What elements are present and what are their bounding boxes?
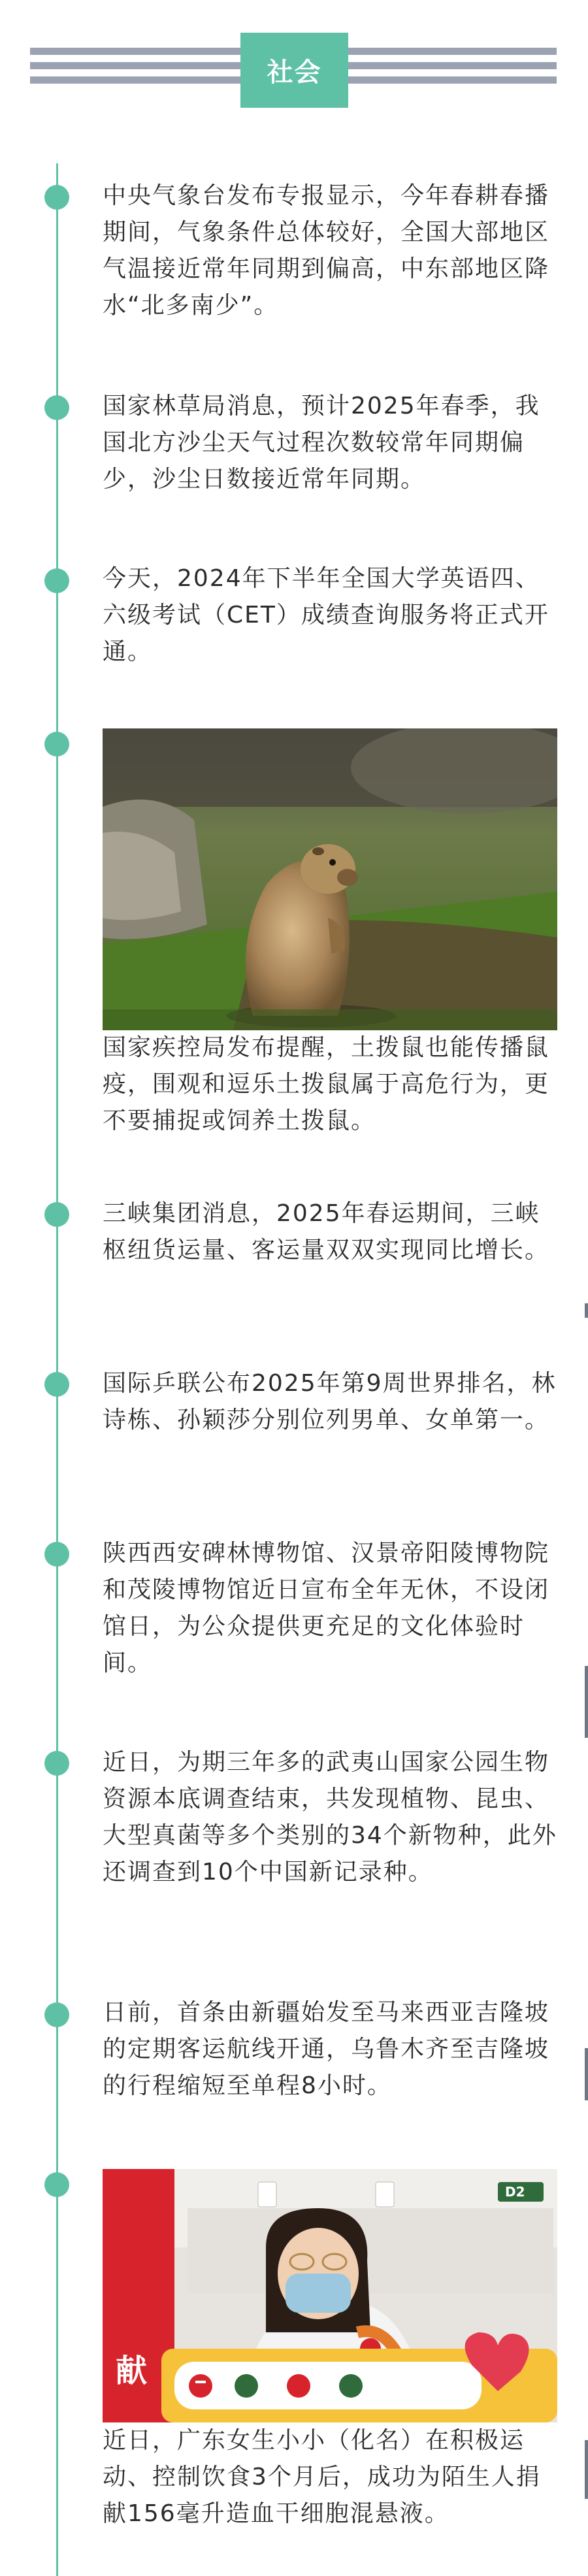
news-item: 近日，为期三年多的武夷山国家公园生物资源本底调查结束，共发现植物、昆虫、大型真菌等多个类别的34个新物种，此外还调查到10个中国新记录种。 bbox=[103, 1749, 557, 1885]
timeline-line bbox=[56, 163, 58, 2576]
marmot-illustration bbox=[103, 728, 557, 1030]
donor-photo bbox=[103, 2169, 557, 2422]
news-item: 国际乒联公布2025年第9周世界排名，林诗栋、孙颖莎分别位列男单、女单第一。 bbox=[103, 1370, 557, 1433]
marmot-photo bbox=[103, 728, 557, 1030]
timeline-dot bbox=[44, 395, 69, 420]
donor-illustration bbox=[103, 2169, 557, 2422]
news-item: 中央气象台发布专报显示，今年春耕春播期间，气象条件总体较好，全国大部地区气温接近常年同期到偏高，中东部地区降水“北多南少”。 bbox=[103, 182, 550, 319]
news-item: 陕西西安碑林博物馆、汉景帝阳陵博物院和茂陵博物馆近日宣布全年无休，不设闭馆日，为公众提供更充足的文化体验时间。 bbox=[103, 1540, 550, 1676]
timeline-dot bbox=[44, 2172, 69, 2197]
news-item: 三峡集团消息，2025年春运期间，三峡枢纽货运量、客运量双双实现同比增长。 bbox=[103, 1200, 550, 1264]
timeline-dot bbox=[44, 1372, 69, 1397]
timeline-dot bbox=[44, 1542, 69, 1567]
scroll-mark bbox=[585, 2048, 588, 2100]
timeline-dot bbox=[44, 2002, 69, 2027]
section-title bbox=[240, 33, 348, 108]
timeline-dot bbox=[44, 1751, 69, 1776]
timeline-dot bbox=[44, 568, 69, 593]
news-item: 国家林草局消息，预计2025年春季，我国北方沙尘天气过程次数较常年同期偏少，沙尘日数接近常年同期。 bbox=[103, 393, 540, 493]
timeline-dot bbox=[44, 732, 69, 757]
scroll-mark bbox=[585, 1666, 588, 1738]
scroll-mark bbox=[585, 1303, 588, 1318]
timeline-dot bbox=[44, 185, 69, 210]
timeline-dot bbox=[44, 1202, 69, 1227]
news-item: 近日，广东女生小小（化名）在积极运动、控制饮食3个月后，成功为陌生人捐献156毫升造血干细胞混悬液。 bbox=[103, 2427, 541, 2527]
section-title-label: 社会 bbox=[267, 57, 322, 88]
news-item: 今天，2024年下半年全国大学英语四、六级考试（CET）成绩查询服务将正式开通。 bbox=[103, 565, 549, 665]
scroll-mark bbox=[585, 2440, 588, 2499]
news-item: 国家疾控局发布提醒，土拨鼠也能传播鼠疫，围观和逗乐土拨鼠属于高危行为，更不要捕捉或饲养土拨鼠。 bbox=[103, 1034, 550, 1134]
room-tag: D2 bbox=[505, 2184, 525, 2200]
news-item: 日前，首条由新疆始发至马来西亚吉隆坡的定期客运航线开通，乌鲁木齐至吉隆坡的行程缩短至单程8小时。 bbox=[103, 1999, 550, 2099]
sign-char: 献 bbox=[116, 2353, 148, 2389]
